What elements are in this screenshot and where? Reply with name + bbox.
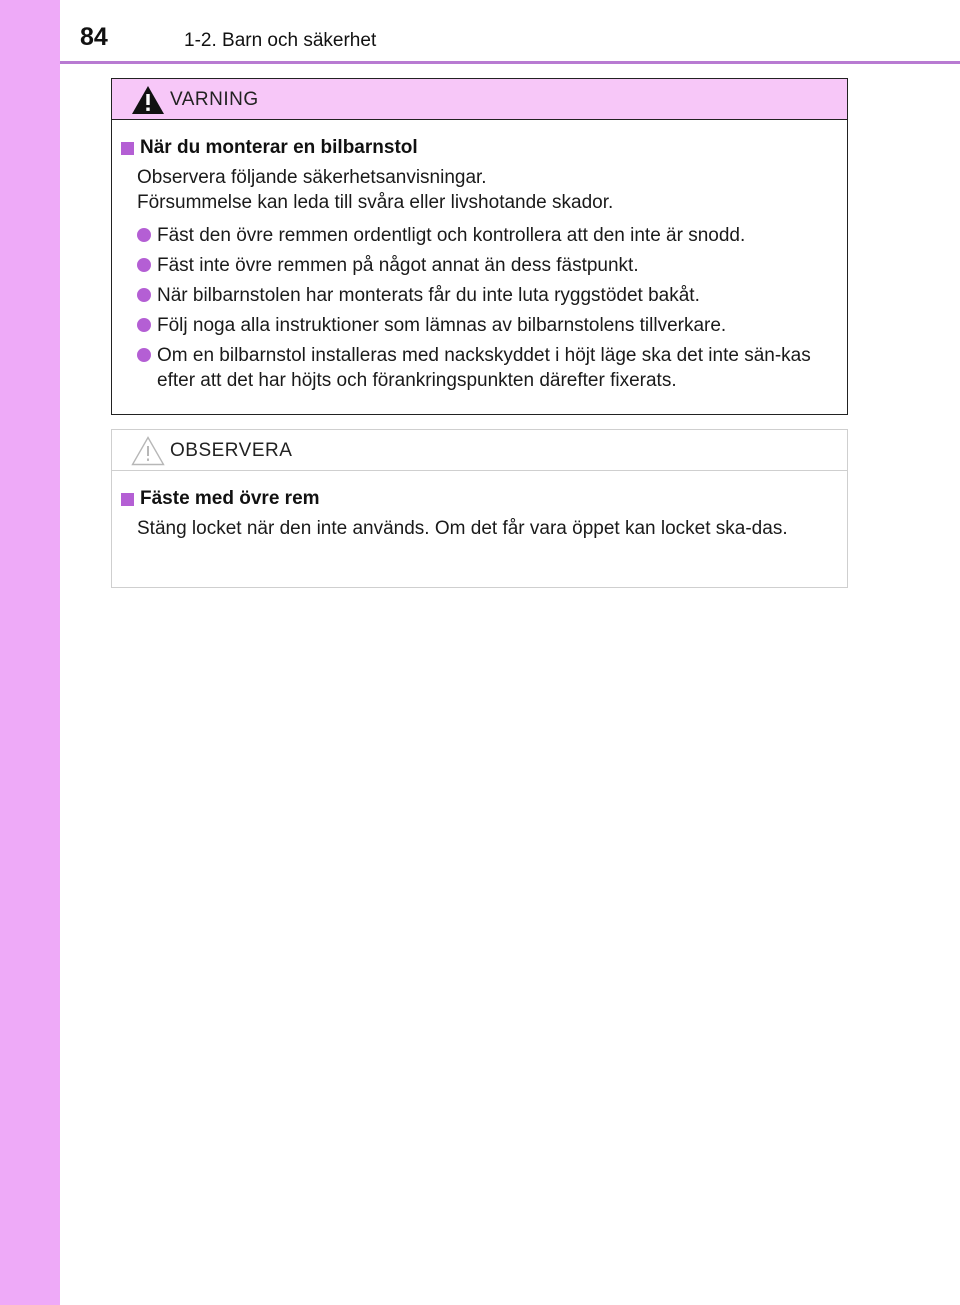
- caution-box-header: [112, 430, 847, 471]
- caution-label: OBSERVERA: [170, 440, 293, 461]
- page-number: 84: [80, 23, 108, 51]
- warning-heading-text: När du monterar en bilbarnstol: [140, 137, 418, 158]
- warning-intro-line-2: Försummelse kan leda till svåra eller livshotande skador.: [137, 192, 614, 213]
- square-bullet-icon: [121, 493, 134, 506]
- list-item: [137, 343, 835, 393]
- list-item: [137, 313, 835, 338]
- list-item: [137, 253, 835, 278]
- warning-box-body: [112, 120, 847, 393]
- caution-box-body: [112, 471, 847, 541]
- list-item-text: Fäst den övre remmen ordentligt och kontrollera att den inte är snodd.: [157, 225, 746, 246]
- side-tab-strip: [0, 0, 60, 1305]
- list-item-text: Fäst inte övre remmen på något annat än dess fästpunkt.: [157, 255, 639, 276]
- list-item-text: Följ noga alla instruktioner som lämnas av bilbarnstolens tillverkare.: [157, 315, 727, 336]
- dot-bullet-icon: [137, 288, 151, 302]
- header-rule: [60, 61, 960, 64]
- caution-box: [111, 429, 848, 588]
- warning-triangle-icon: [130, 84, 166, 116]
- section-title: 1-2. Barn och säkerhet: [184, 30, 377, 51]
- list-item: [137, 283, 835, 308]
- warning-label: VARNING: [170, 89, 259, 110]
- list-item-text: När bilbarnstolen har monterats får du inte luta ryggstödet bakåt.: [157, 285, 700, 306]
- warning-intro-line-1: Observera följande säkerhetsanvisningar.: [137, 167, 487, 188]
- warning-box: [111, 78, 848, 415]
- dot-bullet-icon: [137, 348, 151, 362]
- warning-heading: [121, 136, 835, 160]
- caution-heading-text: Fäste med övre rem: [140, 488, 320, 509]
- dot-bullet-icon: [137, 258, 151, 272]
- dot-bullet-icon: [137, 228, 151, 242]
- dot-bullet-icon: [137, 318, 151, 332]
- list-item: [137, 223, 835, 248]
- caution-heading: [121, 487, 835, 511]
- caution-body-text: Stäng locket när den inte används. Om det får vara öppet kan locket ska-das.: [137, 518, 788, 539]
- caution-triangle-icon: [130, 435, 166, 467]
- list-item-text: Om en bilbarnstol installeras med nackskyddet i höjt läge ska det inte sän-kas efter att det har höjts och förankringspunkten därefter fixerats.: [157, 345, 811, 391]
- warning-box-header: [112, 79, 847, 120]
- square-bullet-icon: [121, 142, 134, 155]
- warning-bullet-list: [137, 223, 835, 393]
